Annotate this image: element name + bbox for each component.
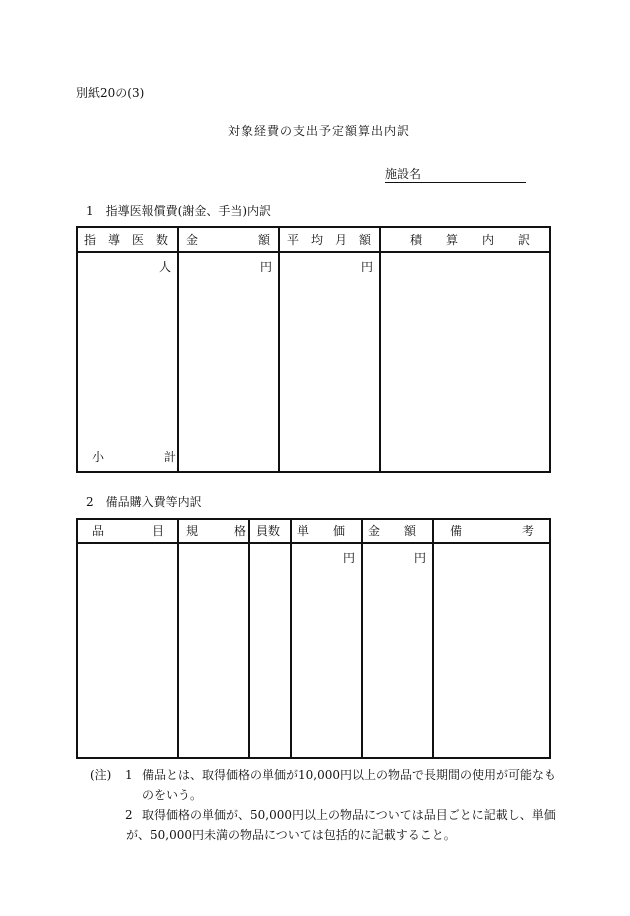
column-divider — [248, 520, 250, 757]
column-divider — [361, 520, 363, 757]
section1-heading: 1 指導医報償費(謝金、手当)内訳 — [86, 204, 271, 218]
header-divider — [78, 251, 549, 253]
header-unit-price: 単 価 — [297, 524, 346, 538]
header-spec: 規 格 — [186, 524, 247, 538]
header-quantity: 員数 — [256, 524, 281, 538]
unit-persons: 人 — [159, 260, 172, 274]
note2-line1: 取得価格の単価が、50,000円以上の物品については品目ごとに記載し、単価 — [142, 808, 556, 822]
note1-line2: のをいう。 — [142, 788, 203, 802]
section2-table — [76, 518, 551, 759]
header-amount: 金 額 — [368, 524, 417, 538]
note1-line1: 備品とは、取得価格の単価が10,000円以上の物品で長期間の使用が可能なも — [142, 768, 556, 782]
note2-number: 2 — [125, 808, 133, 822]
section1-table — [76, 226, 551, 473]
header-average-monthly: 平 均 月 額 — [287, 233, 372, 247]
header-amount: 金 額 — [186, 233, 271, 247]
note1-number: 1 — [125, 768, 133, 782]
document-title: 対象経費の支出予定額算出内訳 — [228, 124, 411, 138]
section2-heading: 2 備品購入費等内訳 — [86, 495, 202, 509]
column-divider — [432, 520, 434, 757]
header-remarks: 備 考 — [450, 524, 535, 538]
notes-label: (注) — [90, 768, 112, 782]
facility-name-label: 施設名 — [385, 167, 422, 181]
column-divider — [177, 228, 179, 471]
header-item: 品 目 — [92, 524, 165, 538]
document-reference: 別紙20の(3) — [76, 86, 145, 100]
header-breakdown: 積 算 内 訳 — [410, 233, 531, 247]
unit-yen: 円 — [361, 260, 374, 274]
subtotal-label: 小 計 — [92, 450, 177, 464]
facility-name-field — [385, 166, 526, 183]
header-doctor-count: 指 導 医 数 — [84, 233, 169, 247]
column-divider — [290, 520, 292, 757]
unit-yen: 円 — [343, 551, 356, 565]
column-divider — [379, 228, 381, 471]
column-divider — [278, 228, 280, 471]
column-divider — [177, 520, 179, 757]
unit-yen: 円 — [260, 260, 273, 274]
unit-yen: 円 — [414, 551, 427, 565]
header-divider — [78, 542, 549, 544]
note2-line2: が、50,000円未満の物品については包括的に記載すること。 — [126, 828, 456, 842]
